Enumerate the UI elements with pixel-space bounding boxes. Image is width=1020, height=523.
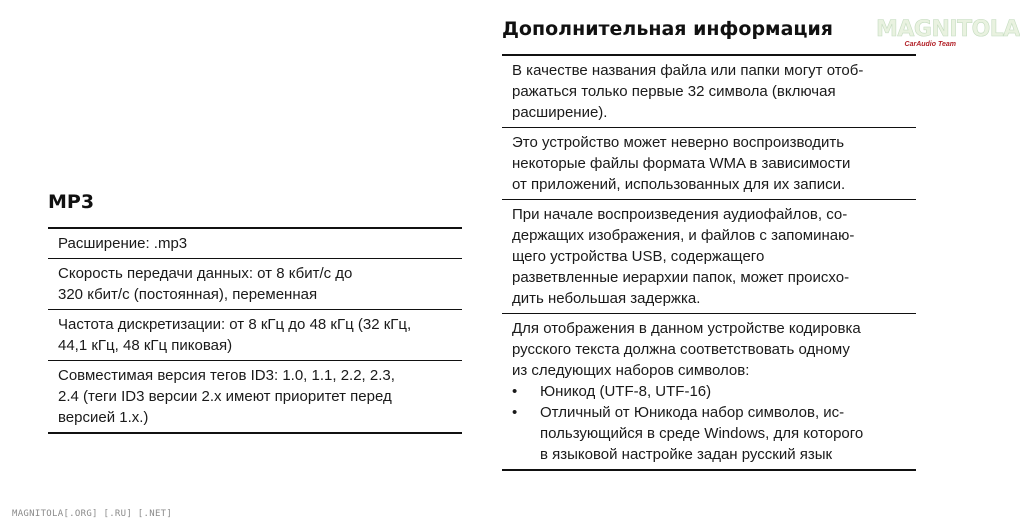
watermark: MAGNITOLA[.ORG] [.RU] [.NET] xyxy=(12,509,173,519)
row-text: дить небольшая задержка. xyxy=(512,290,701,307)
list-item-text: • Отличный от Юникода набор символов, ис- xyxy=(540,404,845,421)
list-item-text: • Юникод (UTF-8, UTF-16) xyxy=(540,383,712,400)
row-text: Частота дискретизации: от 8 кГц до 48 кГц (32 кГц, xyxy=(58,316,412,333)
table-row xyxy=(48,310,462,361)
mp3-heading: MP3 xyxy=(48,191,95,213)
extra-info-table xyxy=(502,54,916,471)
row-text: версией 1.x.) xyxy=(58,409,149,426)
row-text: Совместимая версия тегов ID3: 1.0, 1.1, 2.2, 2.3, xyxy=(58,367,395,384)
row-text: ражаться только первые 32 символа (включая xyxy=(512,83,836,100)
row-text: В качестве названия файла или папки могут отоб- xyxy=(512,62,864,79)
row-text: Скорость передачи данных: от 8 кбит/с до xyxy=(58,265,353,282)
list-item-text: в языковой настройке задан русский язык xyxy=(540,446,833,463)
logo-word: MAGNITOLA xyxy=(876,17,1020,42)
row-text: 2.4 (теги ID3 версии 2.x имеют приоритет перед xyxy=(58,388,392,405)
row-text: Для отображения в данном устройстве кодировка xyxy=(512,320,861,337)
row-text: русского текста должна соответствовать одному xyxy=(512,341,850,358)
list-item xyxy=(512,402,908,465)
charset-list xyxy=(512,381,908,465)
list-item xyxy=(512,381,908,402)
row-text: 44,1 кГц, 48 кГц пиковая) xyxy=(58,337,233,354)
table-row xyxy=(502,314,916,471)
row-text: 320 кбит/с (постоянная), переменная xyxy=(58,286,318,303)
row-text: держащих изображения, и файлов с запоминаю- xyxy=(512,227,855,244)
row-text: Расширение: .mp3 xyxy=(58,235,188,252)
list-item-text: пользующийся в среде Windows, для которого xyxy=(540,425,864,442)
mp3-section xyxy=(48,190,462,434)
mp3-table xyxy=(48,227,462,434)
extra-info-heading: Дополнительная информация xyxy=(502,18,833,40)
logo-subtitle: CarAudio Team xyxy=(904,41,956,48)
table-row xyxy=(48,229,462,259)
table-row xyxy=(502,200,916,314)
row-text: щего устройства USB, содержащего xyxy=(512,248,765,265)
table-row xyxy=(48,361,462,434)
row-text: некоторые файлы формата WMA в зависимости xyxy=(512,155,851,172)
row-text: из следующих наборов символов: xyxy=(512,362,750,379)
row-text: При начале воспроизведения аудиофайлов, со- xyxy=(512,206,848,223)
row-text: от приложений, использованных для их записи. xyxy=(512,176,846,193)
row-text: разветвленные иерархии папок, может происхо- xyxy=(512,269,850,286)
magnitola-logo xyxy=(876,17,1020,50)
row-text: расширение). xyxy=(512,104,608,121)
table-row xyxy=(48,259,462,310)
table-row xyxy=(502,56,916,128)
row-text: Это устройство может неверно воспроизводить xyxy=(512,134,845,151)
table-row xyxy=(502,128,916,200)
extra-info-section xyxy=(502,17,916,471)
